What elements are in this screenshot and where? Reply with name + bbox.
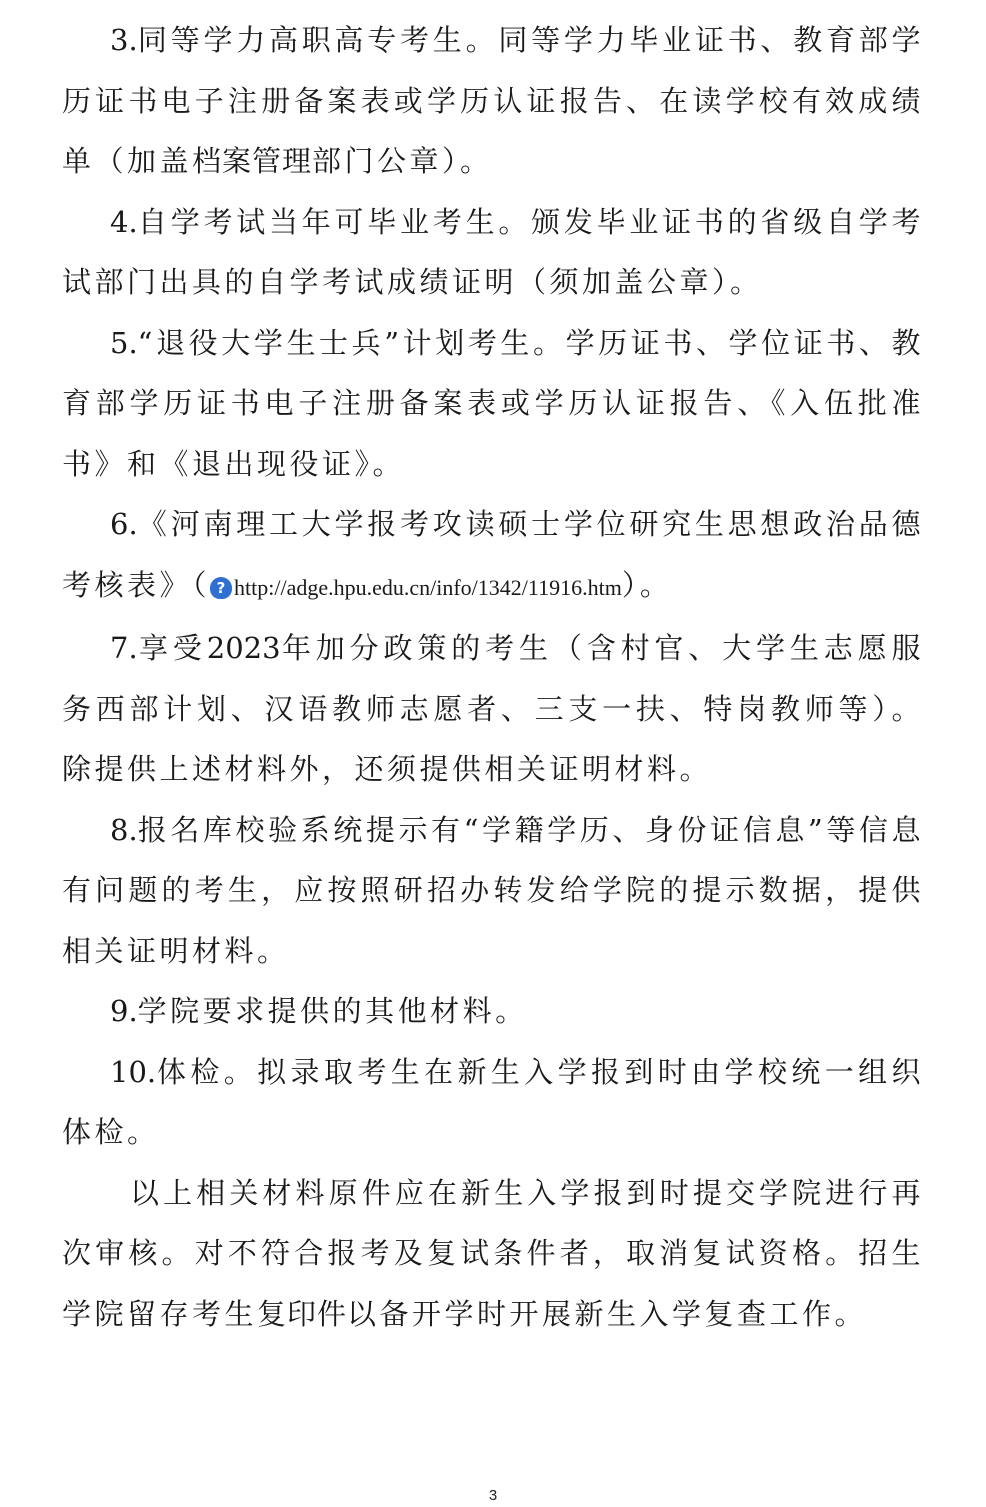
item-text-tail: 部门公章）。 [312,144,493,178]
item-text: 自学考试当年可毕业考生。颁发毕业证书的省级自学考试部门出具的自学考试成绩证明（须加盖公章）。 [62,204,924,299]
list-item-3 [62,10,924,192]
list-item-9 [62,981,924,1042]
item-text-tail: ）。 [621,567,673,602]
closing-paragraph [62,1163,924,1345]
item-number: 3. [110,23,138,57]
item-number: 4. [110,204,138,239]
list-item-10 [62,1042,924,1163]
item-text: 报名库校验系统提示有“学籍学历、身份证信息”等信息有问题的考生，应按照研招办转发给学院的提示数据，提供相关证明材料。 [62,812,924,968]
document-page [62,10,924,1344]
link-shield-icon: ? [210,577,232,599]
list-item-5 [62,313,924,495]
item-text: 享受 [137,631,207,665]
item-text: 学院要求提供的其他材料。 [137,994,528,1028]
item-number: 6. [110,507,138,541]
closing-text: 以上相关材料原件应在新生入学报到时提交学院进行再次审核。对不符合报考及复试条件者，取消复试资格。招生学院留存考生 [62,1175,924,1331]
item-text: 《河南理工大学报考攻读硕士学位研究生思想政治品德考核表》（ [62,507,924,602]
item-text: 体检。拟录取考生在新生入学报到时由学校统一组织体检。 [62,1054,924,1149]
item-text-tail: 年加分政策的考生（含村官、大学生志愿服务西部计划、汉语教师志愿者、三支一扶、特岗教师等）。除提供上述材料外，还须提供相关证明材料。 [62,631,924,786]
item-text: “退役大学生士兵”计划考生。学历证书、学位证书、教育部学历证书电子注册备案表或学历认证报告、《入伍批准书》和《退出现役证》。 [62,325,924,481]
item-number: 5. [110,325,138,360]
emphasized-text: 档案管理 [192,144,313,178]
list-item-8 [62,800,924,982]
item-number: 10. [110,1054,157,1089]
item-text: 同等学力高职高专考生。同等学力毕业证书、教育部学历证书电子注册备案表或学历认证报告、在读学校有效成绩单（加盖 [62,23,924,178]
list-item-6 [62,494,924,618]
list-item-7 [62,618,924,800]
form-url-link[interactable]: http://adge.hpu.edu.cn/info/1342/11916.htm [234,574,622,600]
emphasized-text: 复印件 [257,1296,348,1331]
year-value: 2023 [206,631,281,665]
item-number: 9. [110,994,138,1028]
list-item-4 [62,192,924,313]
item-number: 8. [110,812,138,847]
item-number: 7. [110,631,138,665]
closing-text-tail: 以备开学时开展新生入学复查工作。 [347,1296,868,1331]
page-number: 3 [488,1487,498,1504]
